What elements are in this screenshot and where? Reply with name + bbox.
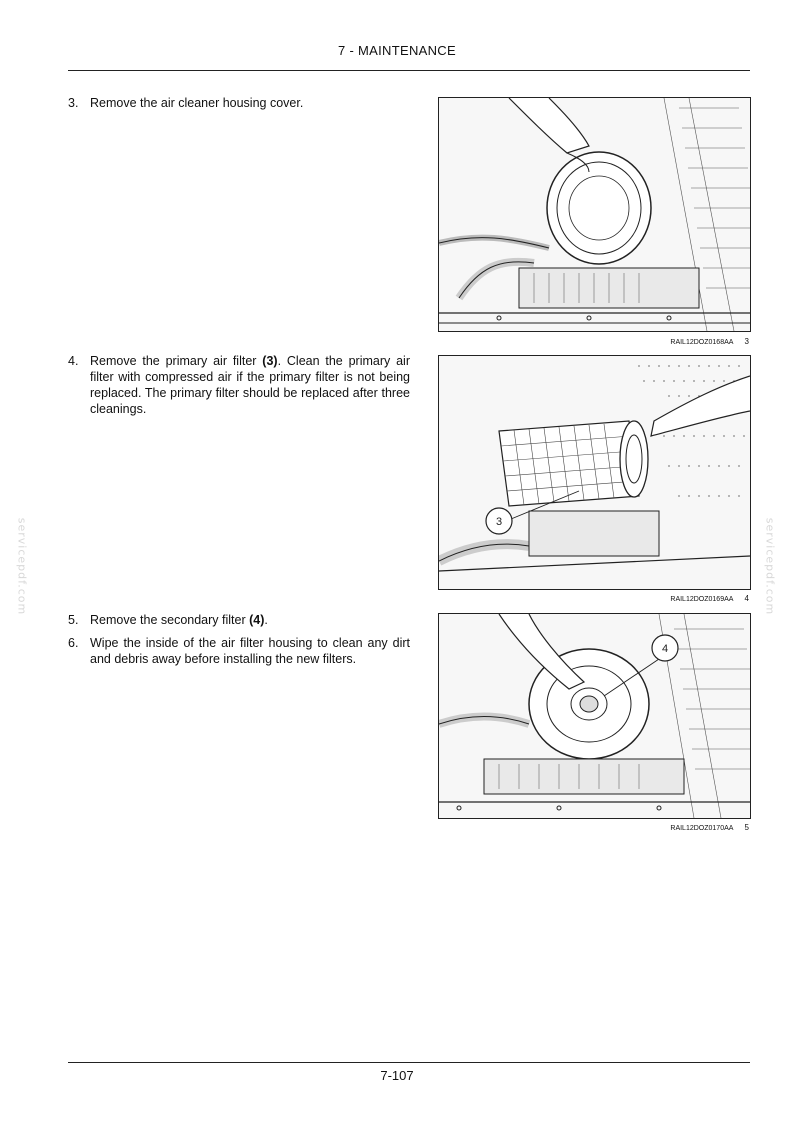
watermark-right: servicepdf.com <box>763 517 777 616</box>
step-6 <box>68 635 410 667</box>
figure-reference: (4) <box>249 613 265 627</box>
step-3 <box>68 95 410 111</box>
figure-5-caption <box>438 823 749 832</box>
callout-4: 4 <box>661 643 669 655</box>
step-text: Wipe the inside of the air filter housing to clean any dirt and debris away before installing the new filters. <box>90 636 410 666</box>
figure-4-primary-filter <box>438 355 751 590</box>
step-number: 5. <box>68 613 79 627</box>
callout-3: 3 <box>495 516 503 528</box>
page-number: 7-107 <box>380 1068 414 1083</box>
page-header-title: 7 - MAINTENANCE <box>338 43 456 58</box>
figure-3-caption <box>438 337 749 346</box>
figure-code: RAIL12DOZ0168AA <box>670 339 734 346</box>
header-rule <box>68 70 750 71</box>
figure-3-air-cleaner-housing <box>438 97 751 332</box>
figure-code: RAIL12DOZ0169AA <box>670 596 734 603</box>
step-text: Remove the primary air filter (3). Clean the primary air filter with compressed air if the primary filter is not being replaced. The primary filter should be replaced after three cleanings. <box>90 354 410 416</box>
figure-number: 5 <box>744 823 749 832</box>
step-text: Remove the secondary filter (4). <box>90 613 268 627</box>
watermark-left: servicepdf.com <box>15 517 29 616</box>
step-number: 4. <box>68 354 79 368</box>
figure-number: 3 <box>744 337 749 346</box>
step-5 <box>68 612 410 628</box>
step-number: 6. <box>68 636 79 650</box>
figure-number: 4 <box>744 594 749 603</box>
figure-4-caption <box>438 594 749 603</box>
figure-code: RAIL12DOZ0170AA <box>670 825 734 832</box>
footer-rule <box>68 1062 750 1063</box>
step-text: Remove the air cleaner housing cover. <box>90 96 304 110</box>
figure-5-secondary-filter <box>438 613 751 819</box>
step-4 <box>68 353 410 417</box>
figure-reference: (3) <box>262 354 278 368</box>
step-number: 3. <box>68 96 79 110</box>
